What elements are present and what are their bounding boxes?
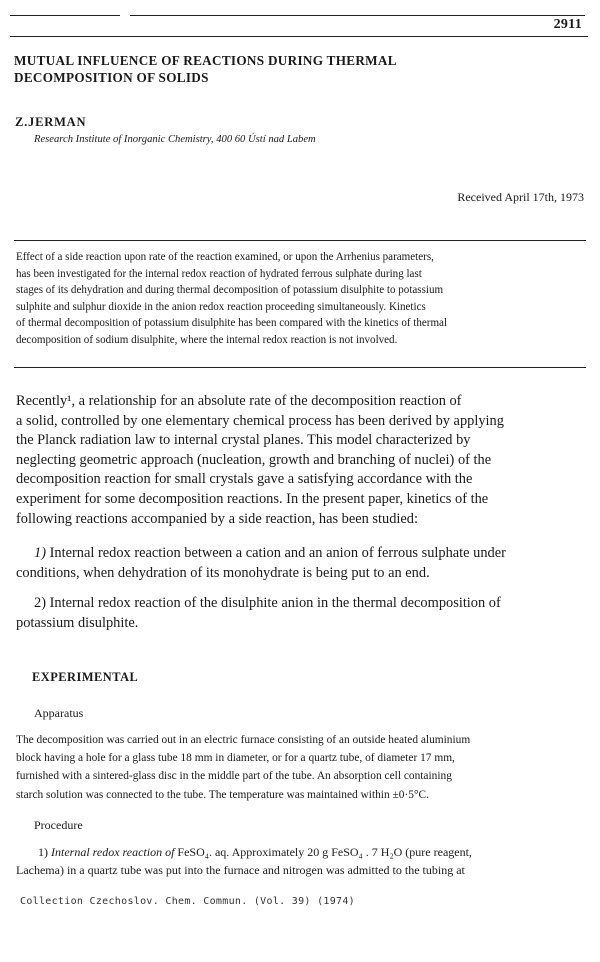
abstract-bottom-rule: [14, 367, 586, 368]
abstract-line: has been investigated for the internal redox reaction of hydrated ferrous sulphate during last: [16, 267, 422, 280]
title-line: DECOMPOSITION OF SOLIDS: [14, 70, 209, 85]
intro-line: the Planck radiation law to internal crystal planes. This model characterized by: [16, 432, 471, 449]
top-rule-right: [130, 15, 585, 16]
item-number: 1): [34, 545, 46, 561]
procedure-text: FeSO₄. aq. Approximately 20 g FeSO₄ . 7 H₂O (pure reagent,: [174, 845, 472, 859]
item-number: 2): [34, 595, 46, 611]
procedure-paragraph: [16, 843, 588, 879]
abstract-line: of thermal decomposition of potassium disulphite has been compared with the kinetics of thermal: [16, 317, 448, 330]
abstract-top-rule: [14, 240, 586, 241]
reaction-item-2: [16, 594, 588, 633]
procedure-italic: Internal redox reaction of: [51, 845, 175, 859]
subheading-apparatus: Apparatus: [34, 706, 84, 720]
journal-footer: Collection Czechoslov. Chem. Commun. (Vol. 39) (1974): [20, 896, 355, 907]
intro-line: decomposition reaction for small crystals gave a satisfying accordance with the: [16, 471, 473, 488]
article-title: [14, 52, 574, 86]
abstract-line: sulphite and sulphur dioxide in the anion redox reaction proceeding simultaneously. Kinetics: [16, 300, 426, 313]
page-number: 2911: [553, 17, 582, 32]
abstract-line: decomposition of sodium disulphite, where the internal redox reaction is not involved.: [16, 333, 398, 346]
intro-line: a solid, controlled by one elementary chemical process has been derived by applying: [16, 412, 504, 429]
procedure-number: 1): [38, 845, 51, 859]
intro-line: neglecting geometric approach (nucleation, growth and branching of nuclei) of the: [16, 451, 492, 468]
item-text: Internal redox reaction between a cation and an anion of ferrous sulphate under: [49, 545, 506, 561]
intro-line: following reactions accompanied by a side reaction, has been studied:: [16, 510, 419, 527]
abstract: [16, 249, 586, 349]
procedure-text: Lachema) in a quartz tube was put into the furnace and nitrogen was admitted to the tubing at: [16, 863, 465, 878]
author: Z.JERMAN: [15, 115, 87, 129]
apparatus-line: The decomposition was carried out in an electric furnace consisting of an outside heated aluminium: [16, 734, 471, 746]
intro-line: experiment for some decomposition reactions. In the present paper, kinetics of the: [16, 490, 489, 507]
apparatus-line: furnished with a sintered-glass disc in the middle part of the tube. An absorption cell containing: [16, 770, 452, 783]
subheading-procedure: Procedure: [34, 818, 83, 832]
header-rule: [10, 36, 588, 37]
affiliation: Research Institute of Inorganic Chemistry, 400 60 Ústí nad Labem: [34, 134, 316, 145]
item-text: Internal redox reaction of the disulphite anion in the thermal decomposition of: [49, 595, 501, 611]
abstract-line: Effect of a side reaction upon rate of the reaction examined, or upon the Arrhenius parameters,: [16, 251, 434, 263]
apparatus-paragraph: [16, 731, 588, 804]
apparatus-line: starch solution was connected to the tube. The temperature was maintained within ±0·5°C.: [16, 788, 429, 801]
top-rule-left: [10, 15, 120, 16]
apparatus-line: block having a hole for a glass tube 18 mm in diameter, or for a quartz tube, of diameter 17 mm,: [16, 752, 455, 765]
item-text: potassium disulphite.: [16, 614, 139, 631]
title-line: MUTUAL INFLUENCE OF REACTIONS DURING THERMAL: [14, 53, 397, 68]
intro-line: Recently¹, a relationship for an absolute rate of the decomposition reaction of: [16, 393, 462, 409]
abstract-line: stages of its dehydration and during thermal decomposition of potassium disulphite to potassium: [16, 284, 444, 297]
received-date: Received April 17th, 1973: [457, 190, 584, 204]
introduction-paragraph: [16, 392, 588, 529]
section-heading-experimental: EXPERIMENTAL: [32, 670, 139, 684]
item-text: conditions, when dehydration of its monohydrate is being put to an end.: [16, 564, 430, 581]
reaction-item-1: [16, 544, 588, 583]
